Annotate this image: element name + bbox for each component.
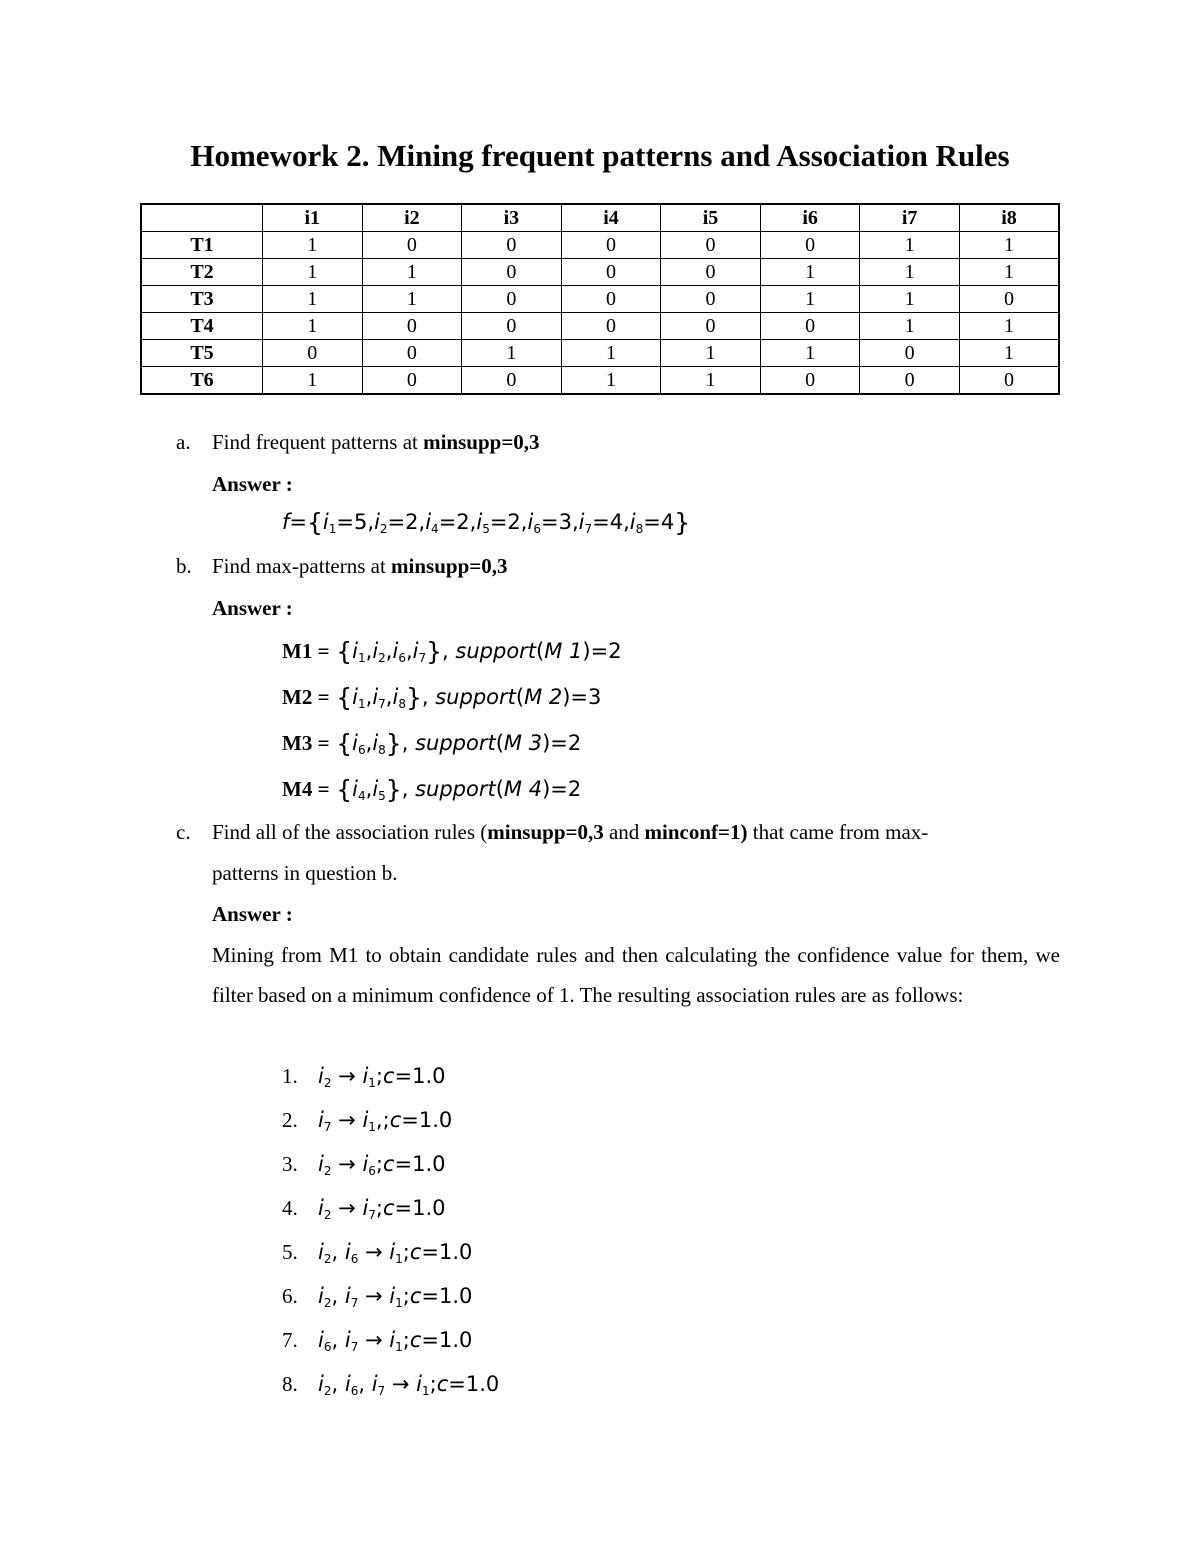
item-letter: i [372,731,379,755]
item-index: 6 [323,1340,332,1354]
table-row [141,340,1059,367]
max-pattern-name: M3 = [282,731,330,755]
table-cell: 1 [760,340,860,367]
item-symbol [318,1372,331,1396]
item-letter: i [344,1240,351,1264]
table-cell: 1 [860,259,960,286]
confidence-label: c [409,1328,422,1352]
table-cell: 1 [760,259,860,286]
arrow-icon: → [385,1372,417,1396]
table-cell: 1 [263,232,363,259]
item-symbol [362,1108,375,1132]
table-cell: 0 [661,313,761,340]
item-index: 1 [368,1120,376,1134]
item-index: 1 [395,1296,403,1310]
max-pattern-formula: $\{i_6,i_8\}$, support(M 3)=2 [336,729,582,758]
item-letter: i [318,1152,324,1176]
arrow-icon: → [331,1108,363,1132]
item-letter: i [578,510,585,534]
question-a-bold: minsupp=0,3 [423,430,540,454]
item-symbol [352,685,365,709]
rule-formula: $i_2$, $i_7$ → $i_1;c=1.0$ [318,1284,473,1310]
item-symbol [389,1328,402,1352]
item-letter: i [389,1328,396,1352]
table-cell: 0 [462,286,562,313]
confidence-label: c [383,1196,395,1220]
item-index: 2 [323,1076,332,1090]
rule-formula: $i_2$, $i_6$ → $i_1;c=1.0$ [318,1240,473,1266]
table-cell: 1 [959,313,1059,340]
question-c-label: c. [176,820,191,844]
question-a-text: Find frequent patterns at [212,430,424,454]
item-index: 4 [431,522,439,536]
item-index: 7 [350,1296,359,1310]
table-header-row [141,204,1059,232]
item-index: 2 [379,522,388,536]
column-header: i8 [959,204,1059,232]
item-count: =2 [438,510,470,534]
item-index: 7 [377,1384,386,1398]
max-pattern-line [282,683,601,712]
item-symbol [425,510,438,534]
item-index: 1 [368,1076,376,1090]
rule-formula: $i_6$, $i_7$ → $i_1;c=1.0$ [318,1328,473,1354]
column-header: i7 [860,204,960,232]
item-letter: i [344,1328,351,1352]
item-symbol [318,1152,331,1176]
item-symbol [352,639,365,663]
item-index: 1 [357,697,366,711]
item-symbol [413,639,426,663]
item-symbol [318,1196,331,1220]
frequent-patterns-list: $i_1=5,i_2=2,i_4=2,i_5=2,i_6=3,i_7=4,i_8=4$ [322,510,675,536]
rule-formula: $i_7$ → $i_1,;c=1.0$ [318,1108,453,1134]
table-cell: 0 [561,232,661,259]
item-index: 7 [323,1120,332,1134]
item-index: 6 [398,651,406,665]
confidence-value: =1.0 [421,1284,473,1308]
support-value: 2 [567,777,582,801]
item-index: 6 [368,1164,376,1178]
table-cell: 1 [661,340,761,367]
column-header: i5 [661,204,761,232]
item-index: 1 [328,522,337,536]
item-index: 8 [398,697,406,711]
table-cell: 0 [661,286,761,313]
item-index: 2 [323,1208,332,1222]
table-cell: 0 [760,313,860,340]
item-symbol [630,510,643,534]
item-letter: i [362,1108,369,1132]
max-pattern-formula: $\{i_4,i_5\}$, support(M 4)=2 [336,775,582,804]
item-letter: i [344,1284,351,1308]
confidence-label: c [409,1240,422,1264]
arrow-icon: → [331,1196,363,1220]
item-symbol [318,1240,331,1264]
confidence-label: c [383,1064,395,1088]
item-letter: i [318,1064,324,1088]
item-symbol [345,1240,358,1264]
table-cell: 0 [860,340,960,367]
item-symbol [476,510,489,534]
item-symbol [345,1328,358,1352]
confidence-value: =1.0 [394,1196,446,1220]
support-value: 3 [588,685,602,709]
table-cell: 1 [362,259,462,286]
item-index: 6 [350,1384,359,1398]
item-index: 8 [378,743,386,757]
item-symbol [318,1284,331,1308]
item-letter: i [389,1240,396,1264]
item-index: 5 [378,789,386,803]
item-index: 2 [323,1296,332,1310]
table-cell: 1 [959,340,1059,367]
item-letter: i [371,1372,378,1396]
rule-number: 5. [282,1240,298,1264]
association-rule [282,1108,452,1134]
item-index: 2 [323,1164,332,1178]
item-letter: i [344,1372,351,1396]
table-cell: 0 [462,259,562,286]
association-rule [282,1240,472,1266]
answer-a-label: Answer : [212,472,293,496]
item-letter: i [412,639,419,663]
item-symbol [579,510,592,534]
item-count: =3 [540,510,572,534]
table-cell: 0 [362,232,462,259]
item-letter: i [372,639,379,663]
pattern-id: M 4 [503,777,543,801]
item-letter: i [318,1372,324,1396]
table-row [141,313,1059,340]
rule-number: 1. [282,1064,298,1088]
rule-number: 7. [282,1328,298,1352]
question-c [176,820,928,845]
max-pattern-name: M2 = [282,685,330,709]
item-index: 1 [395,1252,403,1266]
item-symbol [372,685,385,709]
answer-c-paragraph: Mining from M1 to obtain candidate rules and then calculating the confidence value for them, we filter based on a minimum confidence of 1. The resulting association rules are as follows: [212,943,1060,1007]
table-cell: 0 [760,367,860,395]
table-cell: 1 [860,313,960,340]
item-symbol [374,510,387,534]
column-header: i4 [561,204,661,232]
association-rule [282,1284,472,1310]
item-letter: i [374,510,380,534]
item-symbol [389,1284,402,1308]
item-index: 8 [635,522,644,536]
confidence-value: =1.0 [401,1108,453,1132]
arrow-icon: → [358,1240,390,1264]
rule-number: 6. [282,1284,298,1308]
table-cell: 0 [462,313,562,340]
confidence-value: =1.0 [448,1372,500,1396]
item-letter: i [362,1196,369,1220]
item-index: 2 [323,1384,332,1398]
row-header: T1 [141,232,263,259]
item-letter: i [362,1152,369,1176]
table-cell: 0 [860,367,960,395]
answer-b-label: Answer : [212,596,293,620]
arrow-icon: → [331,1152,363,1176]
column-header: i1 [263,204,363,232]
confidence-label: c [383,1152,395,1176]
row-header: T5 [141,340,263,367]
table-cell: 1 [860,286,960,313]
table-cell: 1 [561,340,661,367]
item-count: =2 [387,510,419,534]
question-b-text: Find max-patterns at [212,554,392,578]
item-symbol [372,1372,385,1396]
association-rule [282,1064,446,1090]
item-index: 6 [533,522,541,536]
table-cell: 1 [263,286,363,313]
item-symbol [362,1152,375,1176]
item-symbol [372,731,385,755]
association-rule [282,1328,472,1354]
brace-close: } [385,775,402,804]
item-index: 6 [350,1252,359,1266]
question-b-label: b. [176,554,192,578]
column-header: i3 [462,204,562,232]
item-letter: i [362,1064,369,1088]
column-header: i6 [760,204,860,232]
table-cell: 0 [263,340,363,367]
max-pattern-name: M4 = [282,777,330,801]
table-row [141,259,1059,286]
item-index: 7 [584,522,593,536]
association-rule [282,1152,446,1178]
table-cell: 1 [362,286,462,313]
confidence-label: c [389,1108,402,1132]
item-index: 5 [482,522,490,536]
item-symbol [352,731,365,755]
pattern-id: M 2 [524,685,563,709]
support-value: 2 [608,639,622,663]
brace-open: { [336,637,353,666]
support-label: support [435,685,516,709]
table-cell: 0 [561,286,661,313]
max-pattern-formula: $\{i_1,i_2,i_6,i_7\}$, support(M 1)=2 [336,637,622,666]
max-pattern-line [282,729,581,758]
table-cell: 0 [959,367,1059,395]
question-a [176,430,540,455]
table-cell: 0 [362,367,462,395]
item-letter: i [389,1284,396,1308]
item-symbol [392,685,405,709]
item-letter: i [416,1372,422,1396]
confidence-value: =1.0 [421,1240,473,1264]
item-index: 1 [421,1384,430,1398]
frequent-patterns-formula: $f=\{i_1=5,i_2=2,i_4=2,i_5=2,i_6=3,i_7=4,i_8=4\}$ [282,508,691,537]
item-letter: i [318,1196,324,1220]
rule-number: 4. [282,1196,298,1220]
confidence-label: c [409,1284,422,1308]
item-symbol [372,777,385,801]
question-c-text-1: Find all of the association rules ( [212,820,488,844]
rule-formula: $i_2$, $i_6$, $i_7$ → $i_1;c=1.0$ [318,1372,500,1398]
table-cell: 0 [661,259,761,286]
item-symbol [352,777,365,801]
row-header: T3 [141,286,263,313]
table-cell: 1 [462,340,562,367]
rule-number: 3. [282,1152,298,1176]
table-corner-cell [141,204,263,232]
item-index: 7 [368,1208,376,1222]
rule-formula: $i_2$ → $i_1;c=1.0$ [318,1064,446,1090]
question-c-bold-2: minconf=1) [644,820,748,844]
item-index: 2 [323,1252,332,1266]
question-c-bold-1: minsupp=0,3 [487,820,604,844]
table-cell: 0 [362,340,462,367]
table-cell: 1 [760,286,860,313]
item-letter: i [352,639,358,663]
item-letter: i [352,731,358,755]
item-symbol [318,1328,331,1352]
item-letter: i [392,639,399,663]
brace-close: } [405,683,422,712]
support-label: support [415,777,496,801]
pattern-id: M 3 [503,731,543,755]
row-header: T2 [141,259,263,286]
item-count: =5 [336,510,368,534]
brace-open: { [336,729,353,758]
table-cell: 1 [263,259,363,286]
brace-open: { [336,683,353,712]
item-letter: i [318,1284,324,1308]
table-row [141,286,1059,313]
brace-open: { [336,775,353,804]
max-pattern-line [282,775,581,804]
item-symbol [392,639,405,663]
item-letter: i [476,510,483,534]
rule-formula: $i_2$ → $i_6;c=1.0$ [318,1152,446,1178]
table-cell: 0 [561,259,661,286]
item-index: 6 [357,743,366,757]
item-symbol [372,639,385,663]
confidence-label: c [436,1372,449,1396]
item-symbol [527,510,540,534]
item-letter: i [372,685,379,709]
support-value: 2 [567,731,582,755]
item-letter: i [322,510,329,534]
table-cell: 1 [959,259,1059,286]
confidence-value: =1.0 [394,1064,446,1088]
item-index: 2 [378,651,386,665]
brace-close: } [426,637,443,666]
item-letter: i [629,510,636,534]
rule-formula: $i_2$ → $i_7;c=1.0$ [318,1196,446,1222]
question-b-bold: minsupp=0,3 [391,554,508,578]
item-symbol [389,1240,402,1264]
column-header: i2 [362,204,462,232]
max-pattern-line [282,637,622,666]
item-symbol [416,1372,429,1396]
item-letter: i [372,777,379,801]
item-symbol [323,510,336,534]
arrow-icon: → [331,1064,363,1088]
question-b [176,554,507,579]
item-symbol [362,1064,375,1088]
table-cell: 1 [661,367,761,395]
item-symbol [318,1064,331,1088]
item-count: =4 [643,510,675,534]
item-letter: i [318,1240,324,1264]
table-cell: 0 [760,232,860,259]
item-letter: i [352,777,358,801]
row-header: T4 [141,313,263,340]
support-label: support [415,731,496,755]
question-c-text-4: patterns in question b. [212,861,398,885]
confidence-value: =1.0 [421,1328,473,1352]
table-cell: 0 [462,232,562,259]
item-index: 4 [357,789,366,803]
brace-close: } [385,729,402,758]
table-body [141,232,1059,395]
item-letter: i [425,510,432,534]
item-symbol [345,1284,358,1308]
transaction-table [140,203,1060,395]
page-title: Homework 2. Mining frequent patterns and Association Rules [190,138,1010,173]
association-rule [282,1372,499,1398]
item-count: =2 [489,510,521,534]
table-cell: 1 [263,313,363,340]
item-symbol [362,1196,375,1220]
table-cell: 0 [362,313,462,340]
confidence-value: =1.0 [394,1152,446,1176]
table-cell: 0 [462,367,562,395]
item-count: =4 [592,510,624,534]
answer-c-label: Answer : [212,902,293,926]
item-letter: i [392,685,399,709]
table-cell: 1 [860,232,960,259]
table-cell: 0 [661,232,761,259]
question-a-label: a. [176,430,191,454]
table-cell: 1 [263,367,363,395]
item-symbol [345,1372,358,1396]
rule-number: 2. [282,1108,298,1132]
max-pattern-formula: $\{i_1,i_7,i_8\}$, support(M 2)=3 [336,683,602,712]
item-index: 1 [357,651,366,665]
row-header: T6 [141,367,263,395]
arrow-icon: → [358,1284,390,1308]
question-c-text-3: that came from max- [747,820,929,844]
table-cell: 0 [959,286,1059,313]
table-row [141,232,1059,259]
item-index: 1 [395,1340,403,1354]
rule-number: 8. [282,1372,298,1396]
item-letter: i [318,1108,324,1132]
table-row [141,367,1059,395]
association-rule [282,1196,446,1222]
item-letter: i [352,685,358,709]
pattern-id: M 1 [544,639,583,663]
table-cell: 1 [959,232,1059,259]
item-index: 7 [378,697,386,711]
table-cell: 1 [561,367,661,395]
question-c-text-2: and [603,820,645,844]
item-index: 7 [350,1340,359,1354]
item-index: 7 [418,651,427,665]
item-letter: i [527,510,534,534]
arrow-icon: → [358,1328,390,1352]
max-pattern-name: M1 = [282,639,330,663]
item-letter: i [318,1328,324,1352]
item-symbol [318,1108,331,1132]
support-label: support [455,639,537,663]
table-cell: 0 [561,313,661,340]
